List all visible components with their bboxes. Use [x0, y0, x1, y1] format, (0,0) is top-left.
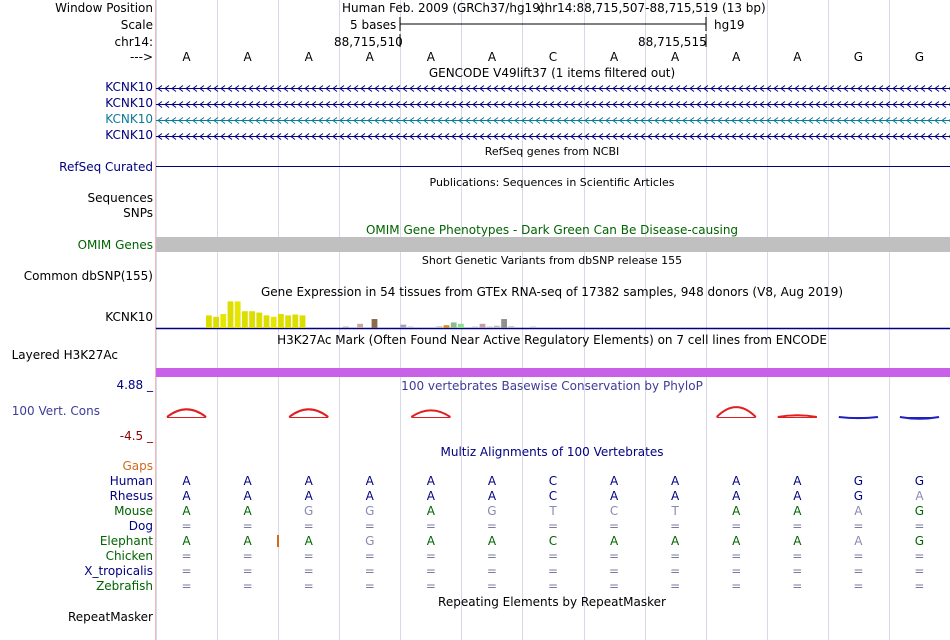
alignment-base: G — [853, 474, 864, 488]
ruler-base: A — [243, 50, 252, 64]
phylop-score[interactable] — [289, 409, 328, 417]
gtex-tissue-bar[interactable] — [436, 326, 442, 328]
alignment-base: C — [548, 534, 558, 548]
alignment-base: = — [914, 564, 925, 578]
scale-label[interactable]: Scale — [120, 18, 153, 32]
alignment-base: = — [425, 519, 436, 533]
alignment-base: G — [487, 504, 497, 518]
alignment-base: = — [547, 549, 559, 563]
alignment-base: = — [303, 579, 314, 593]
gtex-tissue-bar[interactable] — [300, 315, 306, 328]
gene-line[interactable] — [156, 134, 950, 140]
ruler-base: A — [182, 50, 191, 64]
alignment-base: A — [732, 534, 741, 548]
alignment-base: = — [364, 579, 375, 593]
alignment-base: A — [487, 474, 497, 488]
alignment-base: = — [425, 579, 436, 593]
gtex-tissue-bar[interactable] — [220, 314, 226, 328]
alignment-base: A — [793, 534, 802, 548]
alignment-base: A — [487, 489, 497, 503]
gtex-tissue-bar[interactable] — [278, 314, 284, 328]
gtex-tissue-bar[interactable] — [530, 327, 536, 328]
alignment-base: = — [853, 519, 864, 533]
snps-label[interactable]: SNPs — [123, 206, 153, 220]
alignment-base: = — [853, 549, 864, 563]
ruler-base: G — [853, 50, 864, 64]
alignment-base: = — [731, 564, 742, 578]
refseq-gene-line[interactable] — [156, 166, 950, 167]
phylop-score[interactable] — [167, 409, 206, 417]
alignment-base: = — [792, 519, 803, 533]
alignment-base: A — [854, 534, 863, 548]
alignment-base: = — [731, 579, 742, 593]
alignment-base: A — [426, 504, 435, 518]
ruler-pos-left: 88,715,510 — [334, 35, 403, 49]
gtex-tissue-bar[interactable] — [242, 311, 248, 328]
ruler-pos-right: 88,715,515 — [638, 35, 707, 49]
gtex-tissue-bar[interactable] — [292, 315, 298, 328]
dbsnp-label[interactable]: Common dbSNP(155) — [23, 269, 153, 283]
alignment-base: A — [854, 504, 863, 518]
alignment-base: A — [487, 534, 497, 548]
gene-line[interactable] — [156, 102, 950, 108]
alignment-base: = — [670, 564, 681, 578]
gtex-expression-bars[interactable] — [156, 296, 950, 330]
alignment-base: = — [486, 564, 497, 578]
gtex-tissue-bar[interactable] — [249, 311, 255, 328]
alignment-base: = — [914, 579, 925, 593]
alignment-base: = — [670, 519, 681, 533]
gtex-track-title[interactable]: Gene Expression in 54 tissues from GTEx RNA-seq of 17382 samples, 948 donors (V8, Aug 2019) — [260, 285, 844, 299]
alignment-base: G — [914, 534, 925, 548]
species-label[interactable]: Human — [109, 474, 153, 488]
alignment-base: = — [303, 564, 314, 578]
window-position-label[interactable]: Window Position — [55, 1, 153, 15]
alignment-base: A — [304, 534, 313, 548]
alignment-base: = — [670, 579, 681, 593]
alignment-base: A — [732, 504, 741, 518]
alignment-base: A — [793, 489, 802, 503]
gtex-tissue-bar[interactable] — [206, 315, 212, 328]
h3k27ac-label[interactable]: Layered H3K27Ac — [11, 348, 118, 362]
phylop-max-label: 4.88 _ — [116, 378, 153, 392]
ruler-base: A — [426, 50, 435, 64]
gtex-tissue-bar[interactable] — [458, 324, 464, 328]
gtex-tissue-bar[interactable] — [264, 315, 270, 328]
gap-marker — [277, 535, 279, 547]
gtex-tissue-bar[interactable] — [228, 301, 234, 328]
ruler-base: A — [671, 50, 680, 64]
species-label[interactable]: Mouse — [114, 504, 153, 518]
alignment-base: C — [548, 474, 558, 488]
gtex-tissue-bar[interactable] — [487, 327, 493, 328]
alignment-base: G — [914, 474, 925, 488]
gtex-tissue-bar[interactable] — [444, 325, 450, 328]
alignment-base: = — [547, 579, 559, 593]
gtex-tissue-bar[interactable] — [271, 317, 277, 328]
phylop-score[interactable] — [717, 407, 756, 417]
gtex-tissue-bar[interactable] — [357, 324, 363, 328]
refseq-label[interactable]: RefSeq Curated — [59, 160, 153, 174]
db-label: hg19 — [714, 18, 745, 32]
ruler-base: A — [487, 50, 497, 64]
alignment-base: A — [182, 504, 191, 518]
ruler-base: A — [365, 50, 374, 64]
multiz-track-title[interactable]: Multiz Alignments of 100 Vertebrates — [440, 445, 664, 459]
phylop-track-title[interactable]: 100 vertebrates Basewise Conservation by PhyloP — [401, 379, 703, 393]
alignment-base: C — [548, 489, 558, 503]
gencode-track-title[interactable]: GENCODE V49lift37 (1 items filtered out) — [428, 66, 676, 80]
gene-line[interactable] — [156, 86, 950, 92]
phylop-score[interactable] — [778, 415, 817, 417]
refseq-track-title[interactable]: RefSeq genes from NCBI — [484, 145, 620, 158]
gencode-item-label[interactable]: KCNK10 — [105, 128, 153, 142]
phylop-label[interactable]: 100 Vert. Cons — [11, 404, 100, 418]
alignment-base: = — [609, 579, 620, 593]
alignment-base: A — [609, 489, 619, 503]
alignment-base: = — [609, 564, 620, 578]
species-label[interactable]: Rhesus — [109, 489, 153, 503]
alignment-base: = — [181, 564, 192, 578]
alignment-base: = — [242, 564, 253, 578]
alignment-base: A — [365, 489, 374, 503]
alignment-base: = — [609, 519, 620, 533]
alignment-base: G — [365, 534, 375, 548]
chrom-label[interactable]: chr14: — [114, 35, 153, 49]
strand-label[interactable]: ---> — [129, 50, 153, 64]
gene-line[interactable] — [156, 118, 950, 124]
alignment-base: = — [242, 519, 253, 533]
alignment-base: = — [181, 579, 192, 593]
gaps-label: Gaps — [122, 459, 153, 473]
gtex-label[interactable]: KCNK10 — [105, 310, 153, 324]
alignment-base: = — [181, 519, 192, 533]
alignment-base: = — [547, 519, 559, 533]
alignment-base: = — [792, 579, 803, 593]
species-label[interactable]: Chicken — [105, 549, 153, 563]
alignment-base: = — [731, 519, 742, 533]
ruler-base: A — [609, 50, 619, 64]
phylop-min-label: -4.5 _ — [119, 429, 153, 443]
omim-label[interactable]: OMIM Genes — [77, 238, 153, 252]
dbsnp-track-title[interactable]: Short Genetic Variants from dbSNP release 155 — [421, 254, 683, 267]
repeatmasker-track-title[interactable]: Repeating Elements by RepeatMasker — [438, 595, 666, 609]
gtex-tissue-bar[interactable] — [285, 315, 291, 328]
gtex-tissue-bar[interactable] — [408, 327, 414, 328]
gtex-tissue-bar[interactable] — [494, 326, 500, 328]
alignment-base: A — [243, 474, 252, 488]
alignment-base: A — [732, 489, 741, 503]
gencode-item-label[interactable]: KCNK10 — [105, 96, 153, 110]
alignment-base: A — [243, 534, 252, 548]
alignment-base: A — [304, 489, 313, 503]
assembly-text: Human Feb. 2009 (GRCh37/hg19) — [342, 1, 545, 15]
alignment-base: A — [793, 504, 802, 518]
gtex-tissue-bar[interactable] — [472, 327, 478, 328]
alignment-base: = — [486, 519, 497, 533]
alignment-base: A — [793, 474, 802, 488]
ruler-base: C — [548, 50, 558, 64]
alignment-base: T — [549, 504, 557, 518]
sequences-label[interactable]: Sequences — [87, 191, 153, 205]
alignment-base: = — [670, 549, 681, 563]
alignment-base: A — [182, 474, 191, 488]
alignment-base: A — [182, 534, 191, 548]
alignment-base: = — [303, 549, 314, 563]
alignment-base: = — [364, 519, 375, 533]
gencode-item-label[interactable]: KCNK10 — [105, 80, 153, 94]
phylop-conservation-plot[interactable] — [156, 392, 950, 442]
omim-gene-bar[interactable] — [156, 237, 950, 252]
h3k27ac-track-title[interactable]: H3K27Ac Mark (Often Found Near Active Regulatory Elements) on 7 cell lines from ENCODE — [277, 333, 827, 347]
ruler-base: A — [793, 50, 802, 64]
position-text: chr14:88,715,507-88,715,519 (13 bp) — [538, 1, 766, 15]
alignment-base: = — [731, 549, 742, 563]
alignment-base: A — [243, 489, 252, 503]
alignment-base: T — [671, 504, 679, 518]
alignment-base: = — [486, 549, 497, 563]
scale-bar-label: 5 bases — [350, 18, 397, 32]
gtex-tissue-bar[interactable] — [501, 319, 507, 328]
omim-track-title[interactable]: OMIM Gene Phenotypes - Dark Green Can Be Disease-causing — [365, 223, 739, 237]
species-label[interactable]: Elephant — [99, 534, 153, 548]
alignment-base: A — [732, 474, 741, 488]
alignment-base: G — [365, 504, 375, 518]
alignment-base: A — [182, 489, 191, 503]
alignment-base: = — [364, 564, 375, 578]
alignment-base: = — [486, 579, 497, 593]
alignment-base: A — [609, 534, 619, 548]
species-label[interactable]: X_tropicalis — [84, 564, 153, 578]
alignment-base: = — [425, 564, 436, 578]
alignment-base: = — [303, 519, 314, 533]
alignment-base: G — [914, 504, 925, 518]
species-label[interactable]: Zebrafish — [96, 579, 153, 593]
alignment-base: A — [671, 489, 680, 503]
ruler-base: A — [304, 50, 313, 64]
alignment-base: = — [914, 519, 925, 533]
repeatmasker-label[interactable]: RepeatMasker — [67, 610, 153, 624]
h3k27ac-signal[interactable] — [156, 368, 950, 377]
alignment-base: A — [365, 474, 374, 488]
alignment-base: C — [609, 504, 619, 518]
alignment-base: G — [304, 504, 314, 518]
gtex-tissue-bar[interactable] — [256, 313, 262, 328]
gencode-item-label[interactable]: KCNK10 — [105, 112, 153, 126]
alignment-base: = — [364, 549, 375, 563]
alignment-base: = — [853, 564, 864, 578]
gtex-tissue-bar[interactable] — [213, 317, 219, 328]
alignment-base: = — [792, 549, 803, 563]
phylop-score[interactable] — [411, 410, 450, 417]
alignment-base: G — [853, 489, 864, 503]
gtex-tissue-bar[interactable] — [480, 324, 486, 328]
alignment-base: A — [609, 474, 619, 488]
alignment-base: = — [792, 564, 803, 578]
alignment-base: = — [547, 564, 559, 578]
alignment-base: = — [914, 549, 925, 563]
alignment-base: = — [181, 549, 192, 563]
alignment-base: A — [243, 504, 252, 518]
gtex-tissue-bar[interactable] — [235, 301, 241, 328]
gtex-tissue-bar[interactable] — [343, 327, 349, 328]
publications-track-title[interactable]: Publications: Sequences in Scientific Articles — [429, 176, 675, 189]
alignment-base: = — [242, 549, 253, 563]
ruler-base: A — [732, 50, 741, 64]
alignment-base: A — [915, 489, 924, 503]
gtex-tissue-bar[interactable] — [400, 325, 406, 328]
gtex-tissue-bar[interactable] — [508, 326, 514, 328]
gencode-gene-lines[interactable] — [156, 80, 950, 144]
alignment-base: A — [426, 489, 435, 503]
species-label[interactable]: Dog — [128, 519, 153, 533]
alignment-base: A — [671, 474, 680, 488]
alignment-base: A — [426, 534, 435, 548]
alignment-base: A — [426, 474, 435, 488]
alignment-base: = — [609, 549, 620, 563]
ruler-base: G — [914, 50, 925, 64]
gtex-tissue-bar[interactable] — [372, 319, 378, 328]
alignment-base: A — [671, 534, 680, 548]
alignment-base: = — [242, 579, 253, 593]
alignment-base: A — [304, 474, 313, 488]
alignment-base: = — [425, 549, 436, 563]
alignment-base: = — [853, 579, 864, 593]
gtex-tissue-bar[interactable] — [451, 322, 457, 328]
